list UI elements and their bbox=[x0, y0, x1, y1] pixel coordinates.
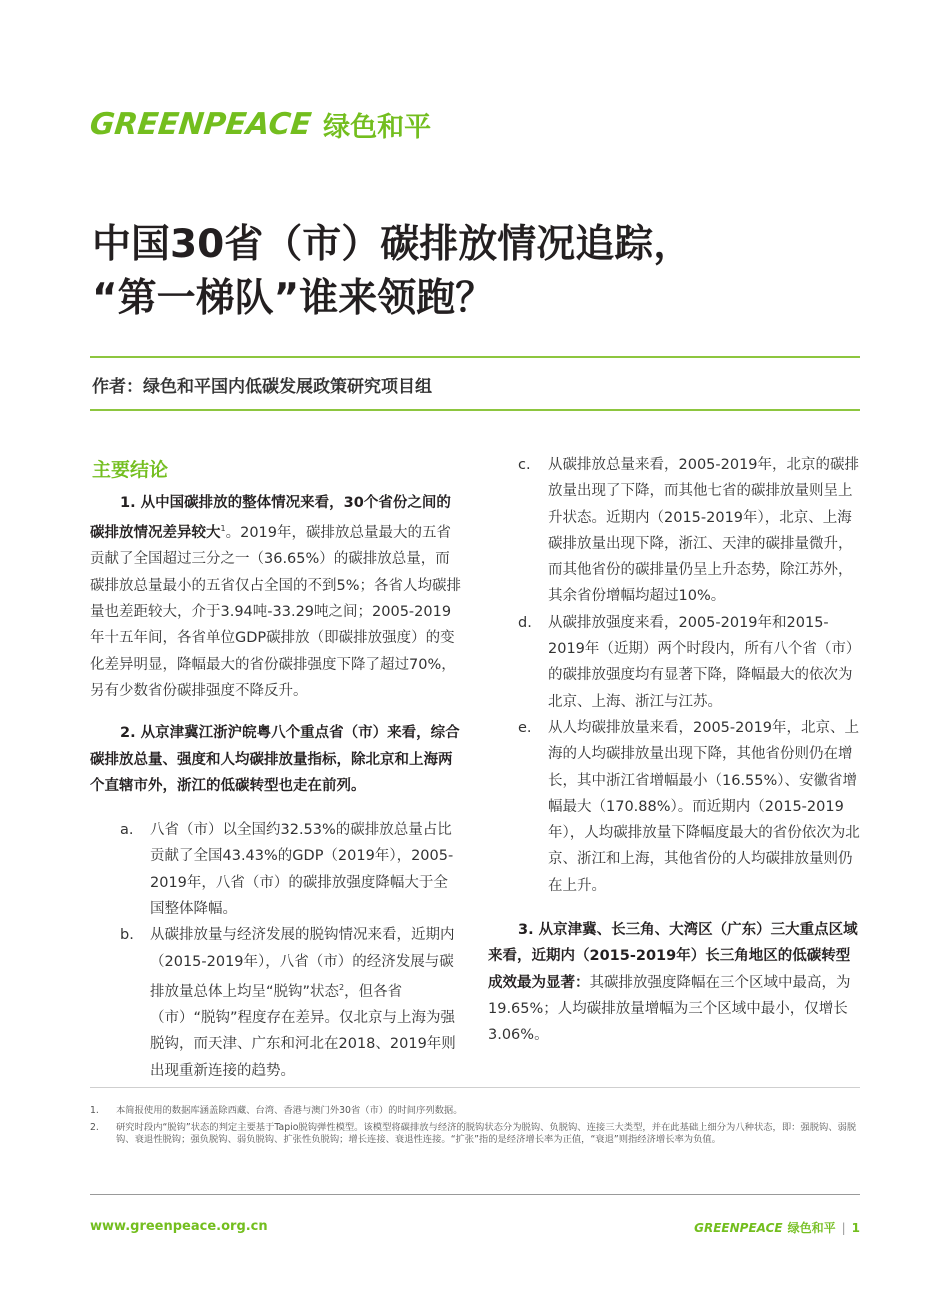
title-line-2: “第一梯队”谁来领跑？ bbox=[92, 276, 495, 321]
list-marker: d. bbox=[518, 614, 532, 631]
list-text-b-part1: 从碳排放量与经济发展的脱钩情况来看，近期内（2015-2019年），八省（市）的经济发展与碳排放量总体上均呈“脱钩”状态 bbox=[150, 927, 455, 1000]
footnote-rule bbox=[90, 1087, 860, 1088]
greenpeace-logo bbox=[90, 104, 431, 144]
point-3-lead: 3. 从京津冀、长三角、大湾区（广东）三大重点区域来看，近期内（2015-2019年）长三角地区的低碳转型成效最为显著： bbox=[488, 922, 858, 991]
list-item bbox=[518, 452, 860, 610]
list-text-b bbox=[150, 922, 462, 1084]
footnote bbox=[90, 1105, 860, 1118]
footer-logo-cn: 绿色和平 bbox=[787, 1221, 836, 1235]
point-3-body: 其碳排放强度降幅在三个区域中最高，为19.65%；人均碳排放量增幅为三个区域中最小，仅增长3.06%。 bbox=[488, 974, 851, 1044]
point-3 bbox=[488, 917, 860, 1048]
footnotes bbox=[90, 1105, 860, 1147]
list-item bbox=[518, 610, 860, 715]
list-item bbox=[120, 922, 462, 1084]
point-1-lead: 1. 从中国碳排放的整体情况来看，30个省份之间的碳排放情况差异较大 bbox=[90, 495, 451, 542]
right-column bbox=[488, 452, 860, 1049]
footnote-number: 1. bbox=[90, 1105, 99, 1116]
logo-wordmark-cn: 绿色和平 bbox=[323, 111, 432, 143]
left-column bbox=[90, 490, 462, 1084]
logo-wordmark-en: GREENPEACE bbox=[88, 106, 313, 142]
list-text: 从碳排放总量来看，2005-2019年，北京的碳排放量出现了下降，而其他七省的碳排放量则呈上升状态。近期内（2015-2019年），北京、上海碳排放量出现下降，浙江、天津的碳排量微升，而其他省份的碳排量仍呈上升态势，除江苏外，其余省份增幅均超过10%。 bbox=[548, 457, 860, 605]
point-2-lead: 2. 从京津冀江浙沪皖粤八个重点省（市）来看，综合碳排放总量、强度和人均碳排放量指标，除北京和上海两个直辖市外，浙江的低碳转型也走在前列。 bbox=[90, 725, 460, 794]
title-line-1: 中国30省（市）碳排放情况追踪， bbox=[92, 222, 693, 267]
list-item bbox=[518, 715, 860, 899]
footnote-ref-1: 1 bbox=[220, 524, 226, 534]
list-text-b-part2: ，但各省（市）“脱钩”程度存在差异。仅北京与上海为强脱钩，而天津、广东和河北在2018、2019年则出现重新连接的趋势。 bbox=[150, 983, 456, 1079]
title-rule bbox=[90, 356, 860, 358]
footnote bbox=[90, 1122, 860, 1147]
list-marker: a. bbox=[120, 822, 134, 839]
page-number: 1 bbox=[851, 1220, 860, 1235]
section-heading: 主要结论 bbox=[92, 459, 169, 481]
footer-rule bbox=[90, 1194, 860, 1195]
list-text: 从人均碳排放量来看，2005-2019年，北京、上海的人均碳排放量出现下降，其他省份则仍在增长，其中浙江省增幅最小（16.55%）、安徽省增幅最大（170.88%）。而近期内（2015-2019年），人均碳排放量下降幅度最大的省份依次为北京、浙江和上海，其他省份的人均碳排放量则仍在上升。 bbox=[548, 719, 860, 894]
point-2-list-left bbox=[90, 817, 462, 1084]
page-title bbox=[92, 218, 872, 326]
list-item bbox=[120, 817, 462, 922]
list-marker: b. bbox=[120, 927, 134, 944]
footer-separator: | bbox=[841, 1220, 846, 1235]
list-marker: e. bbox=[518, 719, 532, 736]
footer-branding bbox=[694, 1219, 860, 1236]
author-rule bbox=[90, 409, 860, 411]
list-text: 从碳排放强度来看，2005-2019年和2015-2019年（近期）两个时段内，所有八个省（市）的碳排放强度均有显著下降，降幅最大的依次为北京、上海、浙江与江苏。 bbox=[548, 614, 854, 710]
footnote-ref-2: 2 bbox=[339, 982, 345, 992]
list-text: 八省（市）以全国约32.53%的碳排放总量占比贡献了全国43.43%的GDP（2019年），2005-2019年，八省（市）的碳排放强度降幅大于全国整体降幅。 bbox=[150, 822, 454, 917]
footnote-number: 2. bbox=[90, 1121, 99, 1133]
footnote-text: 本简报使用的数据库涵盖除西藏、台湾、香港与澳门外30省（市）的时间序列数据。 bbox=[116, 1105, 463, 1116]
point-1 bbox=[90, 490, 462, 704]
point-1-body: 。2019年，碳排放总量最大的五省贡献了全国超过三分之一（36.65%）的碳排放总量，而碳排放总量最小的五省仅占全国的不到5%；各省人均碳排量也差距较大，介于3.94吨-33.29吨之间；2005-2019年十五年间，各省单位GDP碳排放（即碳排放强度）的变化差异明显，降幅最大的省份碳排强度下降了超过70%，另有少数省份碳排强度不降反升。 bbox=[90, 525, 462, 699]
author-line: 作者：绿色和平国内低碳发展政策研究项目组 bbox=[92, 377, 432, 397]
footnote-text: 研究时段内“脱钩”状态的判定主要基于Tapio脱钩弹性模型。该模型将碳排放与经济的脱钩状态分为脱钩、负脱钩、连接三大类型，并在此基础上细分为八种状态，即：强脱钩、弱脱钩、衰退性脱钩；强负脱钩、弱负脱钩、扩张性负脱钩；增长连接、衰退性连接。“扩张”指的是经济增长率为正值，“衰退”则指经济增长率为负值。 bbox=[116, 1121, 857, 1145]
point-2-list-right bbox=[488, 452, 860, 899]
footer-logo-en: GREENPEACE bbox=[694, 1220, 783, 1235]
footer-url-link[interactable]: www.greenpeace.org.cn bbox=[90, 1219, 268, 1234]
list-marker: c. bbox=[518, 457, 531, 473]
